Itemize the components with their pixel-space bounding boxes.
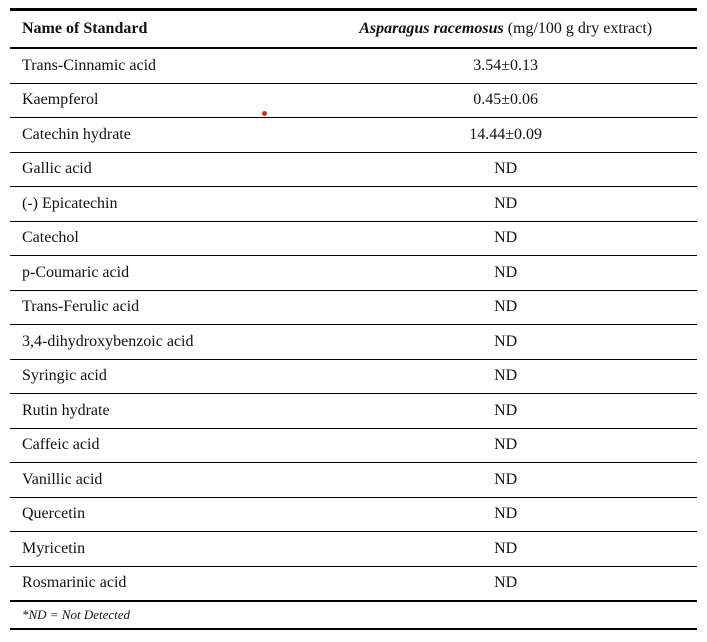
table-row [10,118,697,153]
table-row [10,152,697,187]
table-row [10,463,697,498]
table-row [10,532,697,567]
table-row [10,497,697,532]
standard-value: ND [314,359,697,394]
standard-value: ND [314,187,697,222]
standard-name: 3,4-dihydroxybenzoic acid [10,325,314,360]
footnote-row [10,601,697,629]
table-row [10,221,697,256]
table-row [10,325,697,360]
table-row [10,394,697,429]
header-name-of-standard: Name of Standard [10,10,314,49]
standard-name: Myricetin [10,532,314,567]
standard-value: ND [314,532,697,567]
standard-value: ND [314,325,697,360]
table-body [10,48,697,601]
standard-name: Gallic acid [10,152,314,187]
footnote-text: *ND = Not Detected [22,607,131,622]
standard-name: Vanillic acid [10,463,314,498]
header-sample-column [314,10,697,49]
standard-name: Catechol [10,221,314,256]
table-row [10,256,697,291]
standard-value: ND [314,256,697,291]
standard-name: (-) Epicatechin [10,187,314,222]
table-row [10,83,697,118]
unit-label: (mg/100 g dry extract) [503,20,653,37]
standard-value: 3.54±0.13 [314,48,697,83]
table-row [10,359,697,394]
standard-name: Rutin hydrate [10,394,314,429]
standard-value: ND [314,463,697,498]
table-row [10,290,697,325]
standard-value: ND [314,497,697,532]
annotation-dot [262,111,267,116]
table-row [10,428,697,463]
standard-value: 0.45±0.06 [314,83,697,118]
standard-name: Kaempferol [10,83,314,118]
standard-value: ND [314,152,697,187]
standard-name: Syringic acid [10,359,314,394]
standards-table [10,8,697,630]
standard-name: Trans-Cinnamic acid [10,48,314,83]
standard-value: ND [314,290,697,325]
standard-name: Catechin hydrate [10,118,314,153]
table-row [10,48,697,83]
standard-value: ND [314,394,697,429]
standard-value: 14.44±0.09 [314,118,697,153]
table-row [10,566,697,601]
standard-name: Caffeic acid [10,428,314,463]
standard-name: p-Coumaric acid [10,256,314,291]
standard-value: ND [314,566,697,601]
table-row [10,187,697,222]
standard-name: Trans-Ferulic acid [10,290,314,325]
species-name: Asparagus racemosus [359,20,504,37]
header-row [10,10,697,49]
standard-name: Rosmarinic acid [10,566,314,601]
standard-value: ND [314,221,697,256]
standard-name: Quercetin [10,497,314,532]
standard-value: ND [314,428,697,463]
